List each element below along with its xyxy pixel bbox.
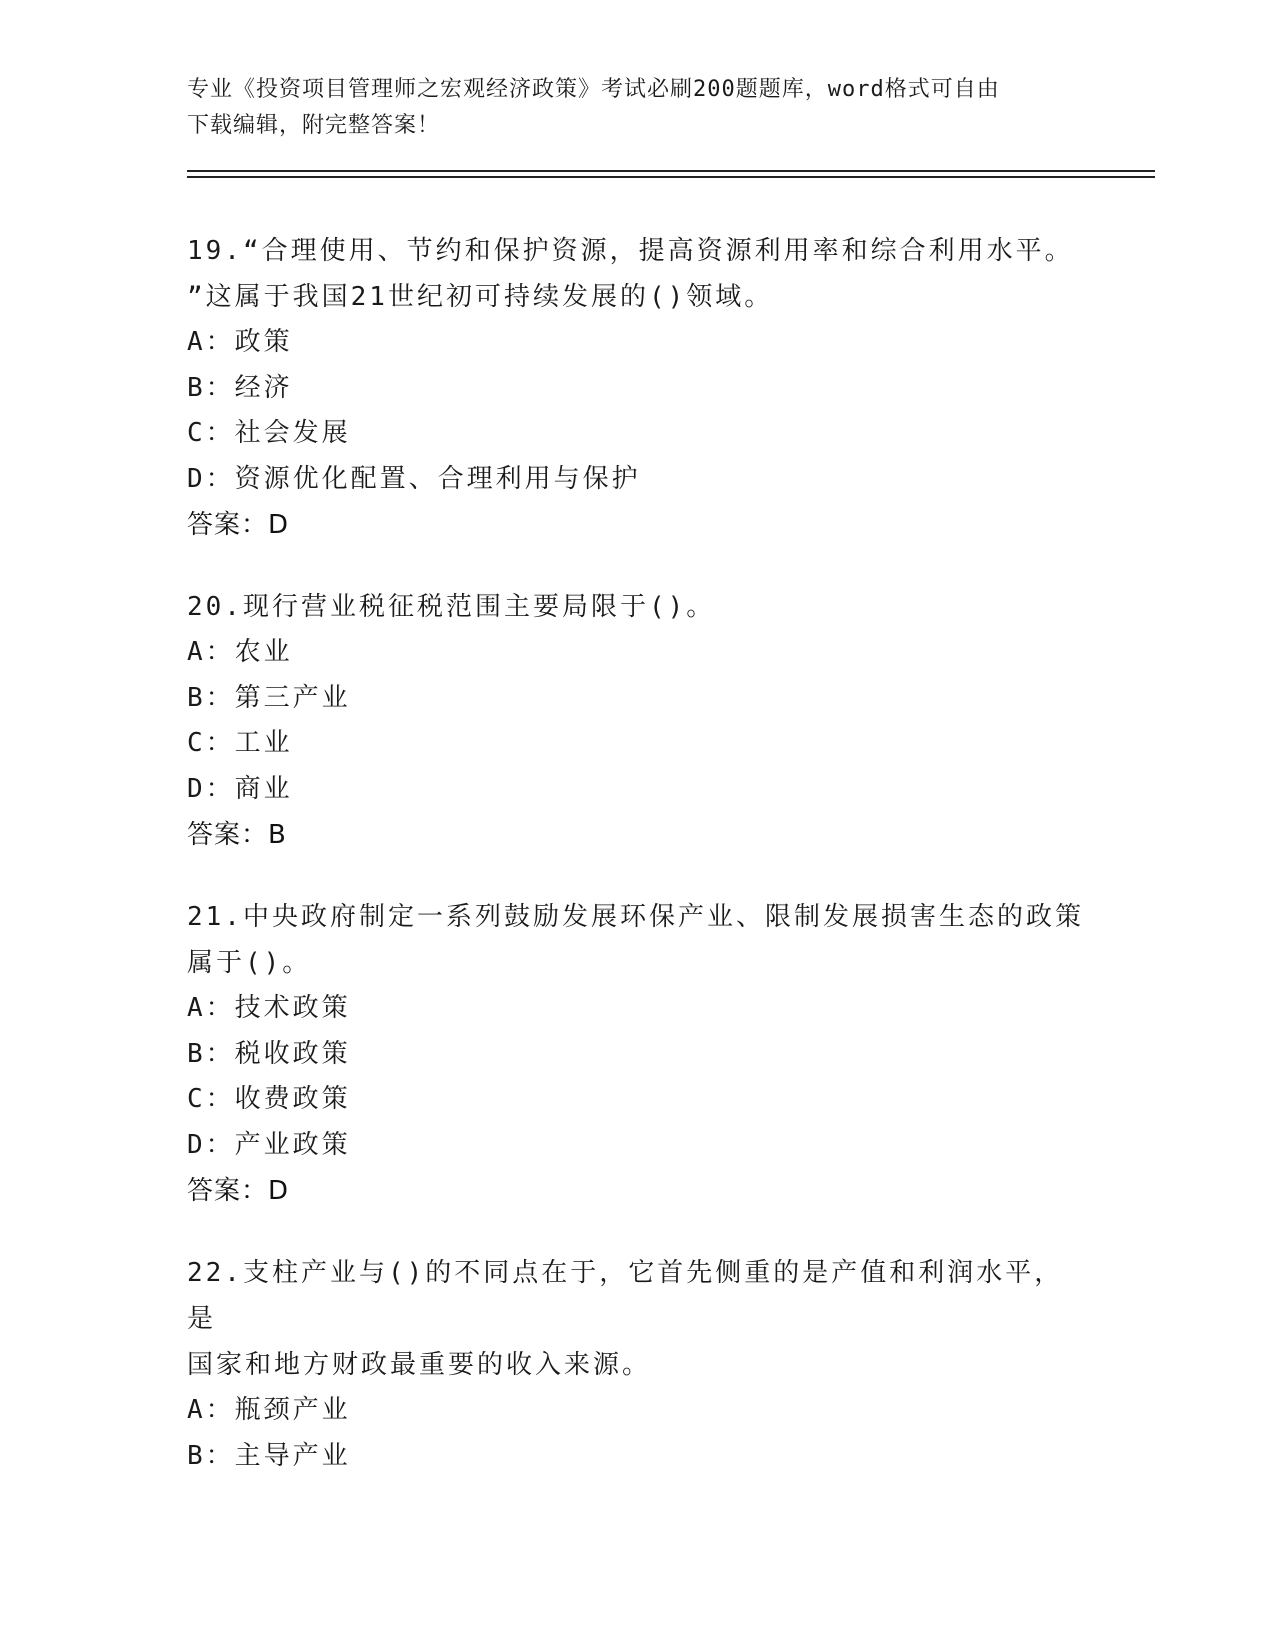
- header-rule-bottom: [187, 176, 1155, 178]
- answer: 答案：B: [187, 820, 287, 850]
- answer: 答案：D: [187, 1176, 290, 1206]
- option-d: D：资源优化配置、合理利用与保护: [187, 463, 641, 494]
- question-stem-line-1: 19.“合理使用、节约和保护资源，提高资源利用率和综合利用水平。: [187, 236, 1074, 266]
- option-d: D：商业: [187, 773, 293, 804]
- question-22: [187, 1250, 1087, 1479]
- answer: 答案：D: [187, 510, 290, 540]
- document-header: [187, 72, 1067, 144]
- option-b: B：税收政策: [187, 1038, 351, 1069]
- question-list: [187, 228, 1087, 1515]
- option-c: C：工业: [187, 728, 293, 758]
- header-line-1: 专业《投资项目管理师之宏观经济政策》考试必刷200题题库，word格式可自由: [187, 77, 1000, 102]
- question-20: [187, 584, 1087, 858]
- question-19: [187, 228, 1087, 548]
- option-c: C：收费政策: [187, 1084, 351, 1114]
- header-line-2: 下载编辑，附完整答案！: [187, 113, 441, 138]
- header-rule-top: [187, 170, 1155, 172]
- option-b: B：第三产业: [187, 682, 351, 713]
- option-b: B：主导产业: [187, 1440, 351, 1471]
- question-stem-line-1: 20.现行营业税征税范围主要局限于()。: [187, 592, 716, 622]
- option-c: C：社会发展: [187, 418, 351, 448]
- question-21: [187, 894, 1087, 1214]
- question-stem-line-1: 22.支柱产业与()的不同点在于，它首先侧重的是产值和利润水平，是: [187, 1258, 1064, 1334]
- question-stem-line-2: 属于()。: [187, 948, 312, 978]
- question-stem-line-1: 21.中央政府制定一系列鼓励发展环保产业、限制发展损害生态的政策: [187, 902, 1084, 932]
- option-b: B：经济: [187, 372, 293, 403]
- option-a: A：农业: [187, 637, 293, 667]
- question-stem-line-2: ”这属于我国21世纪初可持续发展的()领域。: [187, 282, 774, 312]
- question-stem-line-2: 国家和地方财政最重要的收入来源。: [187, 1350, 652, 1380]
- option-d: D：产业政策: [187, 1129, 351, 1160]
- option-a: A：技术政策: [187, 993, 351, 1023]
- option-a: A：瓶颈产业: [187, 1395, 351, 1425]
- option-a: A：政策: [187, 327, 293, 357]
